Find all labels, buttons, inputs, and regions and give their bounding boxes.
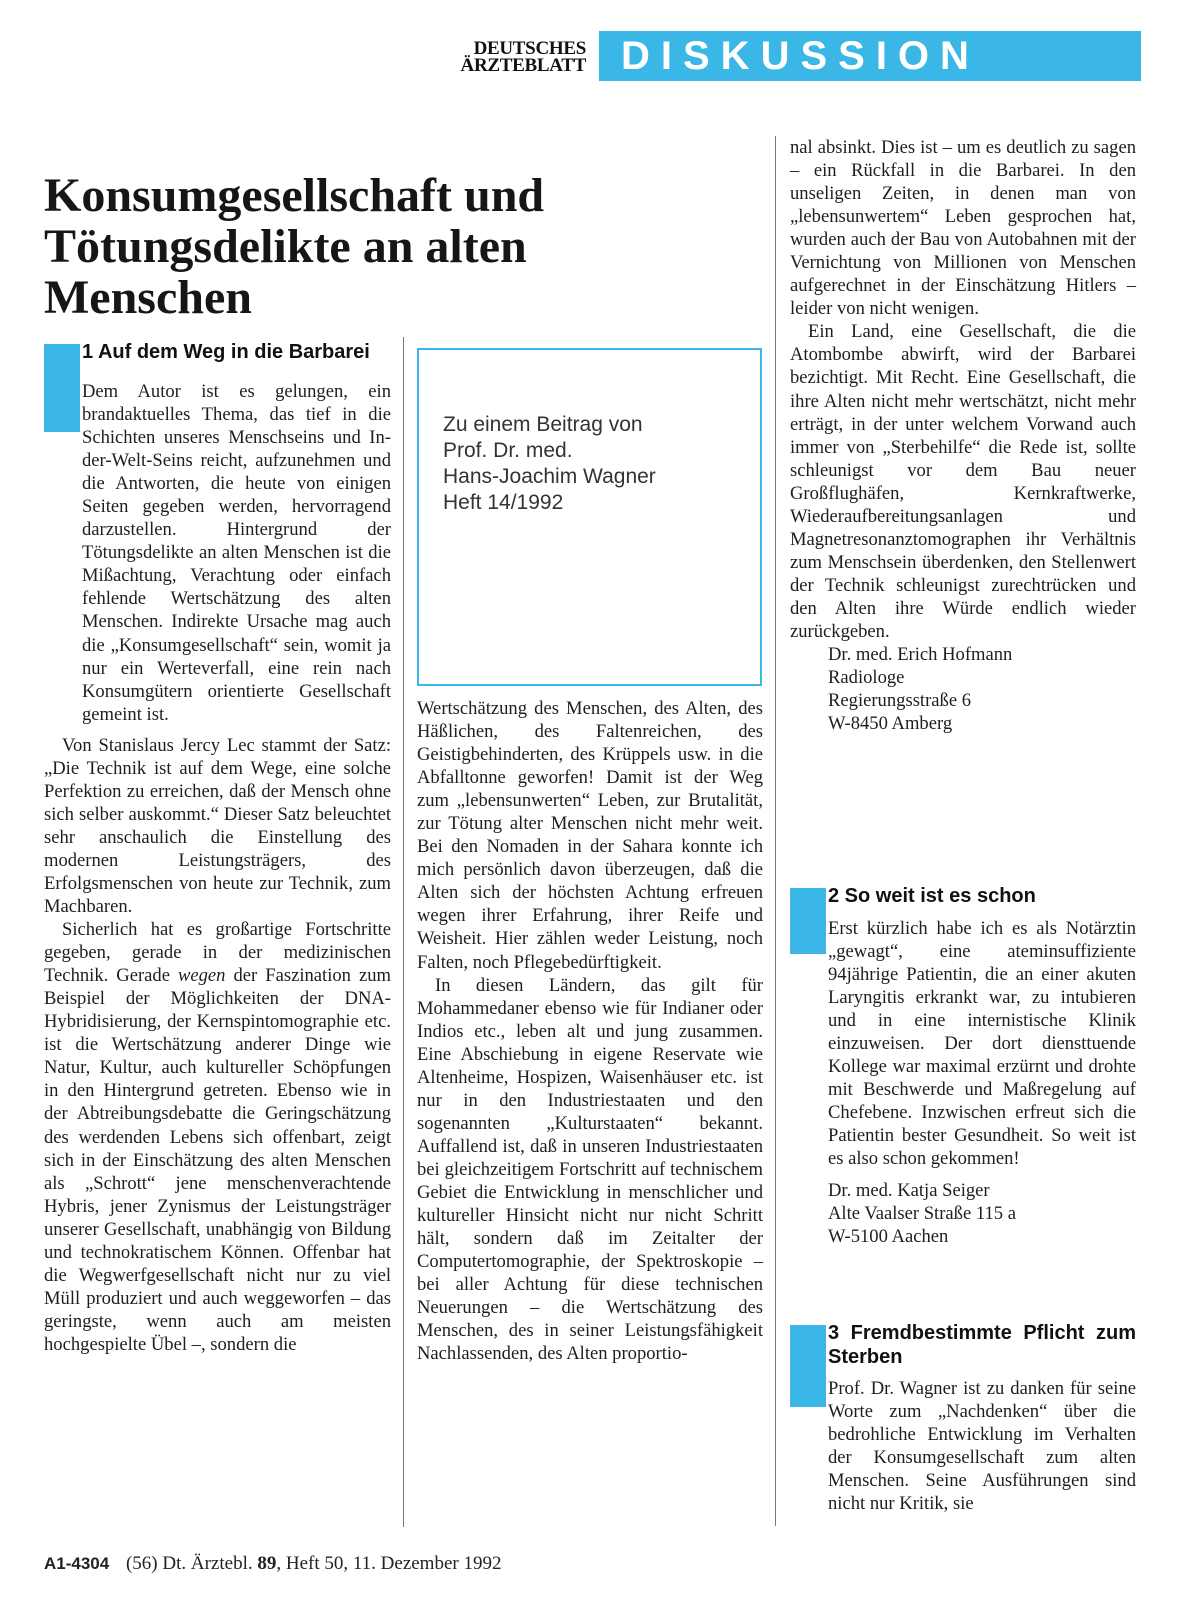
section-marker bbox=[790, 1325, 826, 1407]
column-1 bbox=[44, 340, 391, 1356]
letter-1-signature: Dr. med. Erich Hofmann Radiologe Regierungsstraße 6 W-8450 Amberg bbox=[828, 644, 1013, 735]
letter-2 bbox=[790, 884, 1136, 1248]
letter-2-paragraph: Erst kürzlich habe ich es als Notärztin „gewagt“, eine ateminsuffiziente 94jährige Patientin, die an einer akuten Laryngitis erkrankt war, zu intubieren und in eine internistische Klinik einzuweisen. Der dort diensttuende Kollege war maximal erzürnt und drohte mit Beschwerde und Maßregelung auf Chefebene. Inzwischen erfreut sich die Patientin bester Gesundheit. So weit ist es also schon gekommen! bbox=[828, 918, 1136, 1170]
section-marker bbox=[44, 344, 80, 432]
letter-3-header bbox=[790, 1321, 1136, 1515]
letter-1-paragraph: nal absinkt. Dies ist – um es deutlich zu sagen – ein Rückfall in die Barbarei. In den unseligen Zeiten, in denen man von „lebensunwertem“ Leben gesprochen hat, wurden auch der Bau von Autobahnen mit der Vernichtung von Millionen von Menschen aufgerechnet in der Einschätzung Hitlers – leider von nicht wenigen. bbox=[790, 137, 1136, 320]
reference-text: Zu einem Beitrag von Prof. Dr. med. Hans-Joachim Wagner Heft 14/1992 bbox=[443, 413, 656, 514]
letter-2-signature: Dr. med. Katja Seiger Alte Vaalser Straße 115 a W-5100 Aachen bbox=[828, 1179, 1016, 1247]
issue-date: , Heft 50, 11. Dezember 1992 bbox=[276, 1553, 502, 1574]
column-divider bbox=[775, 136, 776, 1526]
journal-logo: DEUTSCHES ÄRZTEBLATT bbox=[460, 38, 586, 76]
volume: 89 bbox=[257, 1553, 277, 1574]
letter-3-paragraph: Prof. Dr. Wagner ist zu danken für seine Worte zum „Nachdenken“ über die bedrohliche Entwicklung im Verhalten der Konsumgesellschaft zum alten Menschen. Seine Ausführungen sind nicht nur Kritik, sie bbox=[828, 1378, 1136, 1515]
letter-1-header bbox=[44, 340, 391, 726]
letter-1-paragraph: Ein Land, eine Gesellschaft, die die Atombombe abwirft, wird der Barbarei bezichtigt. Mit Recht. Eine Gesellschaft, die ihre Alten nicht mehr wertschätzt, nicht mehr erträgt, in der unter welchem Vorwand auch immer von „Sterbehilfe“ die Rede ist, sollte schleunigst vor dem Bau neuer Großflughäfen, Kernkraftwerke, Wiederaufbereitungsanlagen und Magnetresonanztomographen ihr Verhältnis zum Menschsein überdenken, den Stellenwert der Technik schleunigst zurechtrücken und den Alten ihre Würde endlich wieder zurückgeben. bbox=[790, 321, 1136, 642]
section-marker bbox=[790, 888, 826, 954]
column-2 bbox=[417, 697, 763, 1365]
letter-2-header bbox=[790, 884, 1136, 1171]
column-3 bbox=[790, 136, 1136, 735]
letter-1-paragraph: Wertschätzung des Menschen, des Alten, des Häßlichen, des Faltenreichen, des Geistigbehinderten, des Krüppels usw. in die Abfalltonne geworfen! Damit ist der Weg zum „lebensunwerten“ Leben, zur Brutalität, zur Tötung alter Menschen nicht mehr weit. Bei den Nomaden in der Sahara konnte ich mich persönlich davon überzeugen, daß die Alten sich der höchsten Achtung erfreuen wegen ihrer Erfahrung, ihrer Reife und Weisheit. Hier zählen weder Leistung, noch Falten, noch Pflegebedürftigkeit. bbox=[417, 698, 763, 973]
page-number: (56) bbox=[125, 1553, 158, 1574]
letter-2-heading: 2 So weit ist es schon bbox=[828, 885, 1036, 907]
letter-3 bbox=[790, 1321, 1136, 1523]
reference-box bbox=[417, 348, 762, 686]
page-footer bbox=[44, 1553, 501, 1575]
letter-1-heading: 1 Auf dem Weg in die Barbarei bbox=[82, 341, 370, 363]
masthead bbox=[416, 31, 1141, 81]
column-divider bbox=[403, 337, 404, 1527]
letter-1-paragraph: Dem Autor ist es gelungen, ein brandaktuelles Thema, das tief in die Schichten unseres Menschseins und In-der-Welt-Seins reicht, aufzunehmen und die Antworten, die heute von einigen Seiten gegeben werden, hervorragend darzustellen. Hintergrund der Tötungsdelikte an alten Menschen ist die Mißachtung, Verachtung oder einfach fehlende Wertschätzung des alten Menschen. Indirekte Ursache mag auch die „Konsumgesellschaft“ sein, womit ja nur ein Werteverfall, eine rein nach Konsumgütern orientierte Gesellschaft gemeint ist. bbox=[82, 381, 391, 725]
letter-1-paragraph: In diesen Ländern, das gilt für Mohammedaner ebenso wie für Indianer oder Indios etc., leben alt und jung zusammen. Eine Abschiebung in eigene Reservate wie Altenheime, Hospizen, Waisenhäuser etc. ist nur in den Industriestaaten und den sogenannten „Kulturstaaten“ bekannt. Auffallend ist, daß in unseren Industriestaaten bei gleichzeitigem Fortschritt auf technischem Gebiet die Entwicklung in menschlicher und kultureller Hinsicht nicht nur nicht Schritt hält, sondern daß im Zeitalter der Computertomographie, der Spektroskopie – bei aller Achtung für diese technischen Neuerungen – die Wertschätzung des Menschen, des in seiner Leistungsfähigkeit Nachlassenden, des Alten proportio- bbox=[417, 974, 763, 1365]
section-rubric: DISKUSSION bbox=[599, 31, 1141, 81]
journal-abbrev: Dt. Ärztebl. bbox=[162, 1553, 253, 1574]
letter-3-heading: 3 Fremdbestimmte Pflicht zum Sterben bbox=[828, 1322, 1136, 1368]
page-code: A1-4304 bbox=[44, 1554, 110, 1573]
article-title: Konsumgesellschaft und Tötungsdelikte an alten Menschen bbox=[44, 169, 545, 324]
letter-1-paragraph: Sicherlich hat es großartige Fortschritte gegeben, gerade in der medizinischen Technik. Gerade wegen der Faszination zum Beispiel der Möglichkeiten der DNA-Hybridisierung, der Kernspintomographie etc. ist die Wertschätzung anderer Dinge wie Natur, Kultur, auch kultureller Schöpfungen in den Hintergrund getreten. Ebenso wie in der Abtreibungsdebatte die Geringschätzung des werdenden Lebens sich offenbart, zeigt sich in der Einschätzung des alten Menschen als „Schrott“ jene menschenverachtende Hybris, jener Zynismus der Leistungsträger unserer Gesellschaft, unabhängig von Bildung und technokratischem Können. Offenbar hat die Wegwerfgesellschaft nicht nur zu viel Müll produziert und auch weggeworfen – das geringste, wenn auch am meisten hochgespielte Übel –, sondern die bbox=[44, 919, 391, 1355]
letter-1-paragraph: Von Stanislaus Jercy Lec stammt der Satz: „Die Technik ist auf dem Wege, eine solche Perfektion zu erreichen, daß der Mensch ohne sich selber auskommt.“ Dieser Satz beleuchtet sehr anschaulich die Einstellung des modernen Leistungsträgers, des Erfolgsmenschen von heute zur Technik, zum Machbaren. bbox=[44, 734, 391, 918]
